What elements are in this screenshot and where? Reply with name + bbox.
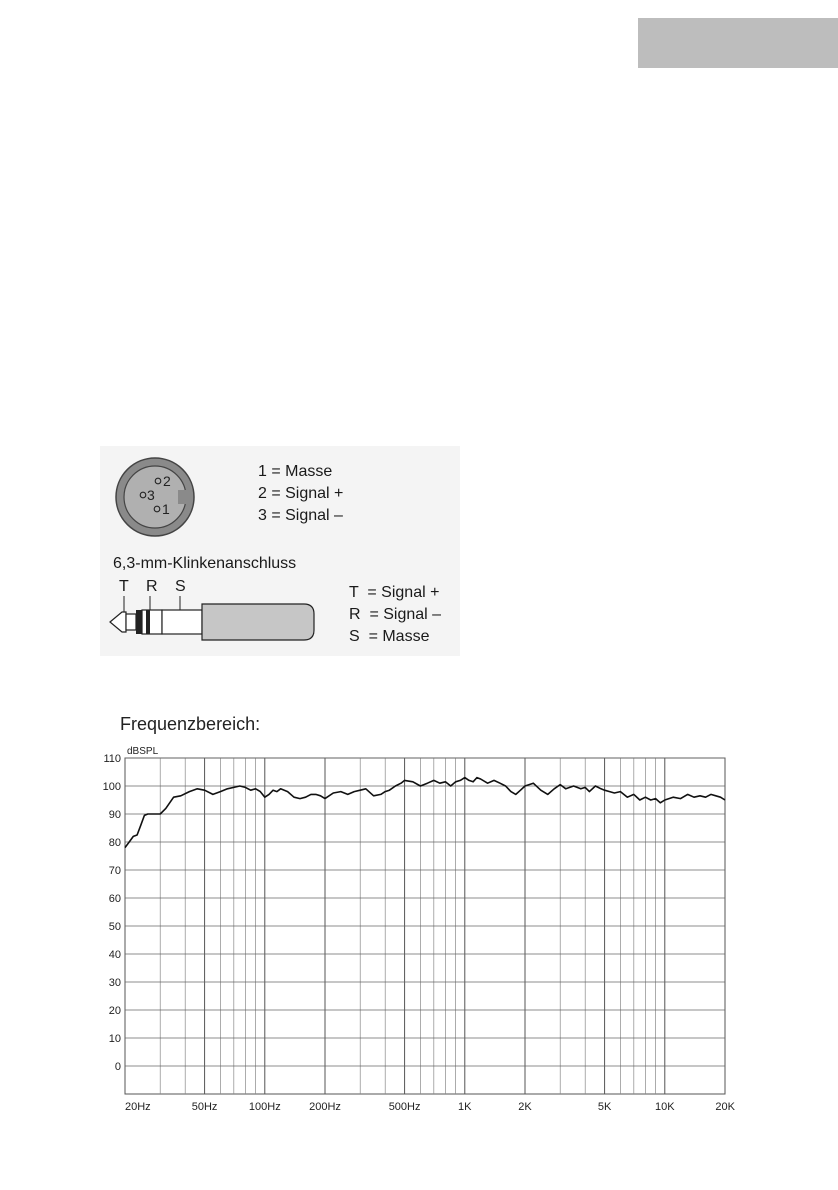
jack-letter-s: S — [175, 578, 186, 595]
jack-legend-s: S = Masse — [349, 628, 430, 645]
xlr-pin-label-1: 1 — [162, 501, 170, 517]
y-tick-label: 60 — [108, 893, 121, 905]
jack-title: 6,3-mm-Klinkenanschluss — [113, 555, 297, 572]
y-axis-label: dBSPL — [127, 746, 159, 757]
y-tick-label: 50 — [108, 921, 121, 933]
y-tick-label: 80 — [108, 837, 121, 849]
xlr-pin-label-3: 3 — [147, 487, 155, 503]
y-tick-label: 0 — [114, 1061, 121, 1073]
xlr-pin-label-2: 2 — [163, 473, 171, 489]
section-tab-marker — [638, 18, 838, 68]
x-tick-label: 2K — [518, 1101, 532, 1113]
xlr-legend-1: 1 = Masse — [258, 463, 333, 480]
x-tick-label: 500Hz — [388, 1101, 421, 1113]
jack-letter-t: T — [119, 578, 129, 595]
frequency-chart-title: Frequenzbereich: — [120, 714, 261, 734]
x-tick-label: 50Hz — [191, 1101, 218, 1113]
x-tick-label: 200Hz — [309, 1101, 341, 1113]
y-tick-label: 100 — [102, 781, 121, 793]
y-tick-label: 70 — [108, 865, 121, 877]
y-tick-label: 110 — [103, 753, 121, 765]
xlr-legend-2: 2 = Signal + — [258, 485, 344, 502]
jack-letter-r: R — [146, 578, 158, 595]
frequency-response-chart — [95, 742, 745, 1172]
x-tick-label: 100Hz — [248, 1101, 281, 1113]
xlr-legend-3: 3 = Signal – — [258, 507, 343, 524]
x-tick-label: 10K — [655, 1101, 675, 1113]
x-tick-label: 5K — [597, 1101, 612, 1113]
x-tick-label: 20Hz — [125, 1101, 151, 1113]
y-tick-label: 20 — [108, 1005, 121, 1017]
jack-legend-r: R = Signal – — [349, 606, 442, 623]
trs-jack-icon — [104, 594, 320, 646]
y-tick-label: 90 — [108, 809, 121, 821]
xlr-connector-icon — [110, 450, 200, 545]
x-tick-label: 20K — [715, 1101, 735, 1113]
jack-legend-t: T = Signal + — [349, 584, 440, 601]
y-tick-label: 10 — [108, 1033, 121, 1045]
y-tick-label: 40 — [108, 949, 121, 961]
y-tick-label: 30 — [108, 977, 121, 989]
x-tick-label: 1K — [458, 1101, 472, 1113]
